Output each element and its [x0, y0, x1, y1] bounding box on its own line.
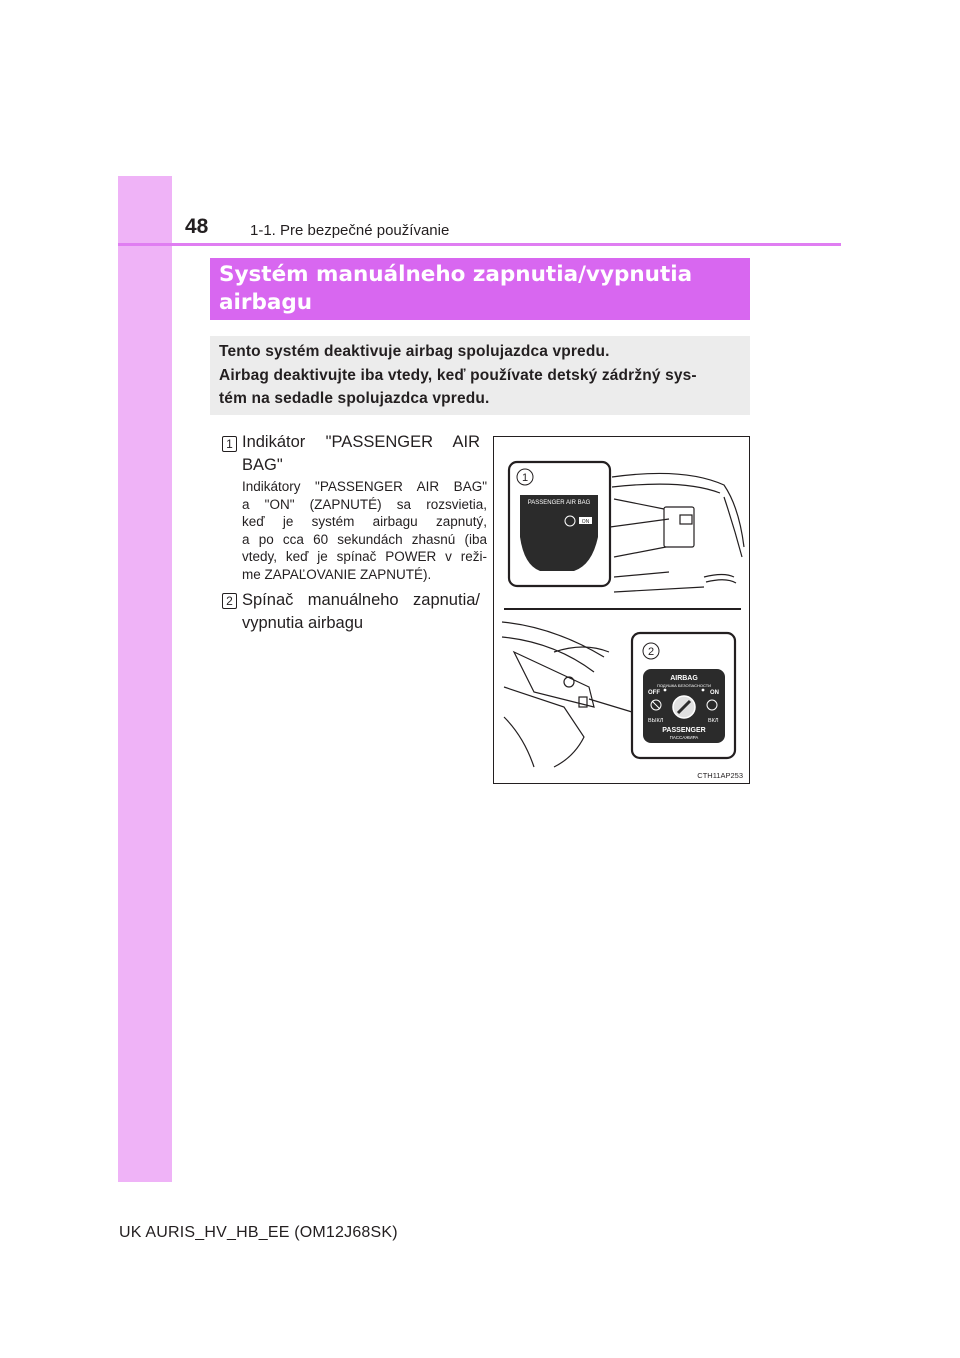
switch-off-label: OFF — [648, 690, 660, 696]
topic-title-box — [210, 258, 750, 320]
item-2-number-badge: 2 — [222, 593, 237, 609]
intro-line1: Tento systém deaktivuje airbag spolujazdca vpredu. — [219, 343, 610, 360]
section-title: 1-1. Pre bezpečné používanie — [250, 222, 450, 239]
callout-1-number: 1 — [521, 472, 529, 484]
item-1-title-line2: BAG" — [242, 456, 283, 474]
document-footer: UK AURIS_HV_HB_EE (OM12J68SK) — [119, 1224, 398, 1241]
switch-passenger-label: PASSENGER — [662, 727, 706, 734]
switch-on-ru-label: ВКЛ — [708, 718, 719, 724]
item-1-desc-line4: a po cca 60 sekundách zhasnú (iba — [242, 531, 487, 547]
airbag-illustration — [493, 436, 750, 784]
intro-line2: Airbag deaktivujte iba vtedy, keď používate detský zádržný sys- — [219, 366, 697, 384]
switch-airbag-ru-label: ПОДУШКА БЕЗОПАСНОСТИ — [656, 683, 712, 688]
topic-title-line1: Systém manuálneho zapnutia/vypnutia — [219, 262, 693, 287]
header-rule — [118, 243, 841, 246]
item-1-number-badge: 1 — [222, 436, 237, 452]
item-1-desc-line1: Indikátory "PASSENGER AIR BAG" — [242, 479, 487, 494]
item-1-title — [242, 431, 480, 477]
switch-on-label: ON — [710, 690, 719, 696]
switch-airbag-label: AIRBAG — [670, 675, 698, 682]
item-2-title — [242, 589, 480, 635]
item-1-desc-line5: vtedy, keď je spínač POWER v reži- — [242, 549, 487, 564]
off-dot-icon — [664, 689, 667, 692]
switch-off-ru-label: ВЫКЛ — [648, 718, 664, 724]
item-1-title-line1: Indikátor "PASSENGER AIR — [242, 433, 480, 451]
callout-1-leader — [610, 519, 669, 527]
topic-title-line2: airbagu — [219, 290, 313, 315]
indicator-panel — [520, 495, 598, 571]
illustration-svg — [494, 437, 749, 783]
callout-2-number: 2 — [647, 646, 655, 658]
item-1-desc-line2: a "ON" (ZAPNUTÉ) sa rozsvietia, — [242, 496, 487, 512]
item-1-desc-line6: me ZAPAĽOVANIE ZAPNUTÉ). — [242, 566, 432, 582]
indicator-label: PASSENGER AIR BAG — [527, 500, 591, 506]
item-1-desc-line3: keď je systém airbagu zapnutý, — [242, 514, 487, 529]
dashboard-sketch-top — [612, 473, 744, 592]
page-number: 48 — [185, 215, 209, 238]
indicator-on-text: ON — [581, 519, 590, 525]
intro-line3: tém na sedadle spolujazdca vpredu. — [219, 390, 490, 407]
item-1-description — [242, 478, 487, 583]
dashboard-sketch-bottom — [502, 622, 609, 767]
figure-code: CTH11AP253 — [697, 771, 743, 780]
chapter-sidebar-tab — [118, 176, 172, 1182]
on-dot-icon — [702, 689, 705, 692]
intro-box — [210, 336, 750, 415]
item-2-title-line1: Spínač manuálneho zapnutia/ — [242, 591, 480, 609]
callout-2-leader — [589, 699, 632, 712]
switch-passenger-ru-label: ПАССАЖИРА — [669, 735, 699, 740]
item-2-title-line2: vypnutia airbagu — [242, 614, 364, 632]
